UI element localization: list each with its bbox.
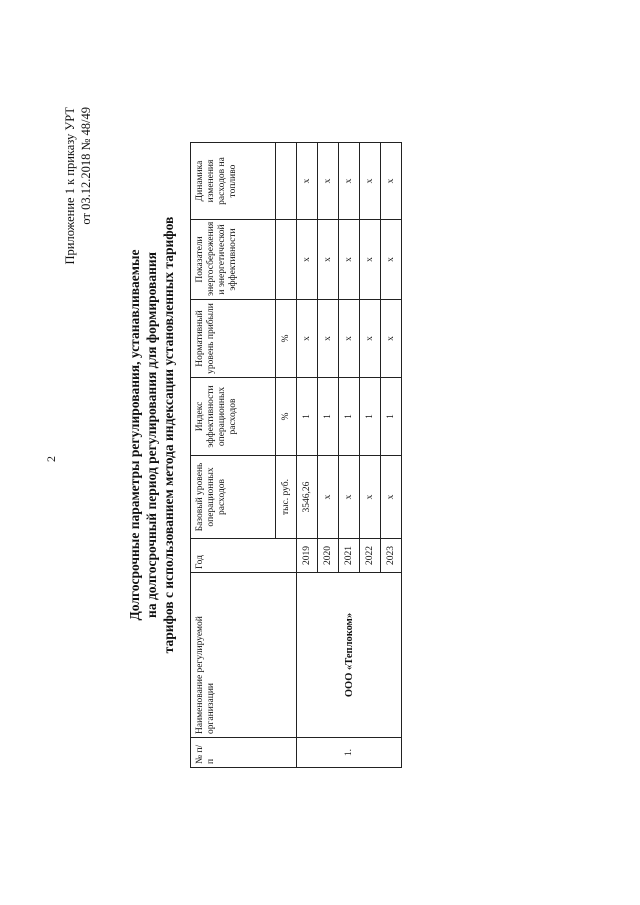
header-row	[191, 143, 276, 768]
annex-reference	[62, 107, 94, 265]
unit-energy	[276, 220, 297, 300]
page-number: 2	[44, 456, 58, 462]
header-year: Год	[191, 539, 297, 573]
cell-fuel: х	[360, 143, 381, 220]
unit-fuel	[276, 143, 297, 220]
header-fuel-dynamics: Динамика изменения расходов на топливо	[191, 143, 276, 220]
header-base-level: Базовый уровень операционных расходов	[191, 456, 276, 539]
cell-year: 2022	[360, 539, 381, 573]
cell-profit: х	[381, 300, 402, 378]
title-line-1: Долгосрочные параметры регулирования, устанавливаемые	[127, 249, 142, 621]
cell-profit: х	[360, 300, 381, 378]
cell-index: 1	[360, 378, 381, 456]
cell-year: 2020	[318, 539, 339, 573]
cell-base: х	[339, 456, 360, 539]
header-number: № п/п	[191, 738, 297, 768]
row-number: 1.	[297, 738, 402, 768]
table-row	[297, 143, 318, 768]
header-efficiency-index: Индекс эффективности операционных расходов	[191, 378, 276, 456]
cell-base: 3546,26	[297, 456, 318, 539]
cell-fuel: х	[339, 143, 360, 220]
header-profit-level: Нормативный уровень прибыли	[191, 300, 276, 378]
cell-fuel: х	[318, 143, 339, 220]
cell-index: 1	[381, 378, 402, 456]
cell-energy: х	[381, 220, 402, 300]
parameters-table	[190, 142, 402, 768]
cell-profit: х	[318, 300, 339, 378]
unit-base: тыс. руб.	[276, 456, 297, 539]
header-energy-saving: Показатели энергосбережения и энергетической эффективности	[191, 220, 276, 300]
cell-profit: х	[339, 300, 360, 378]
organization-name: ООО «Теплоком»	[297, 573, 402, 738]
cell-energy: х	[297, 220, 318, 300]
annex-line-1: Приложение 1 к приказу УРТ	[63, 107, 77, 265]
cell-base: х	[318, 456, 339, 539]
header-organization: Наименование регулируемой организации	[191, 573, 297, 738]
cell-index: 1	[339, 378, 360, 456]
cell-index: 1	[318, 378, 339, 456]
cell-energy: х	[360, 220, 381, 300]
unit-index: %	[276, 378, 297, 456]
cell-base: х	[381, 456, 402, 539]
title-line-3: тарифов с использованием метода индексации установленных тарифов	[161, 216, 176, 654]
cell-year: 2021	[339, 539, 360, 573]
cell-profit: х	[297, 300, 318, 378]
title-line-2: на долгосрочный период регулирования для формирования	[144, 252, 159, 618]
cell-energy: х	[318, 220, 339, 300]
cell-fuel: х	[381, 143, 402, 220]
document-title	[126, 115, 177, 755]
cell-index: 1	[297, 378, 318, 456]
cell-energy: х	[339, 220, 360, 300]
cell-year: 2019	[297, 539, 318, 573]
cell-year: 2023	[381, 539, 402, 573]
cell-fuel: х	[297, 143, 318, 220]
cell-base: х	[360, 456, 381, 539]
unit-profit: %	[276, 300, 297, 378]
annex-line-2: от 03.12.2018 № 48/49	[79, 107, 93, 225]
